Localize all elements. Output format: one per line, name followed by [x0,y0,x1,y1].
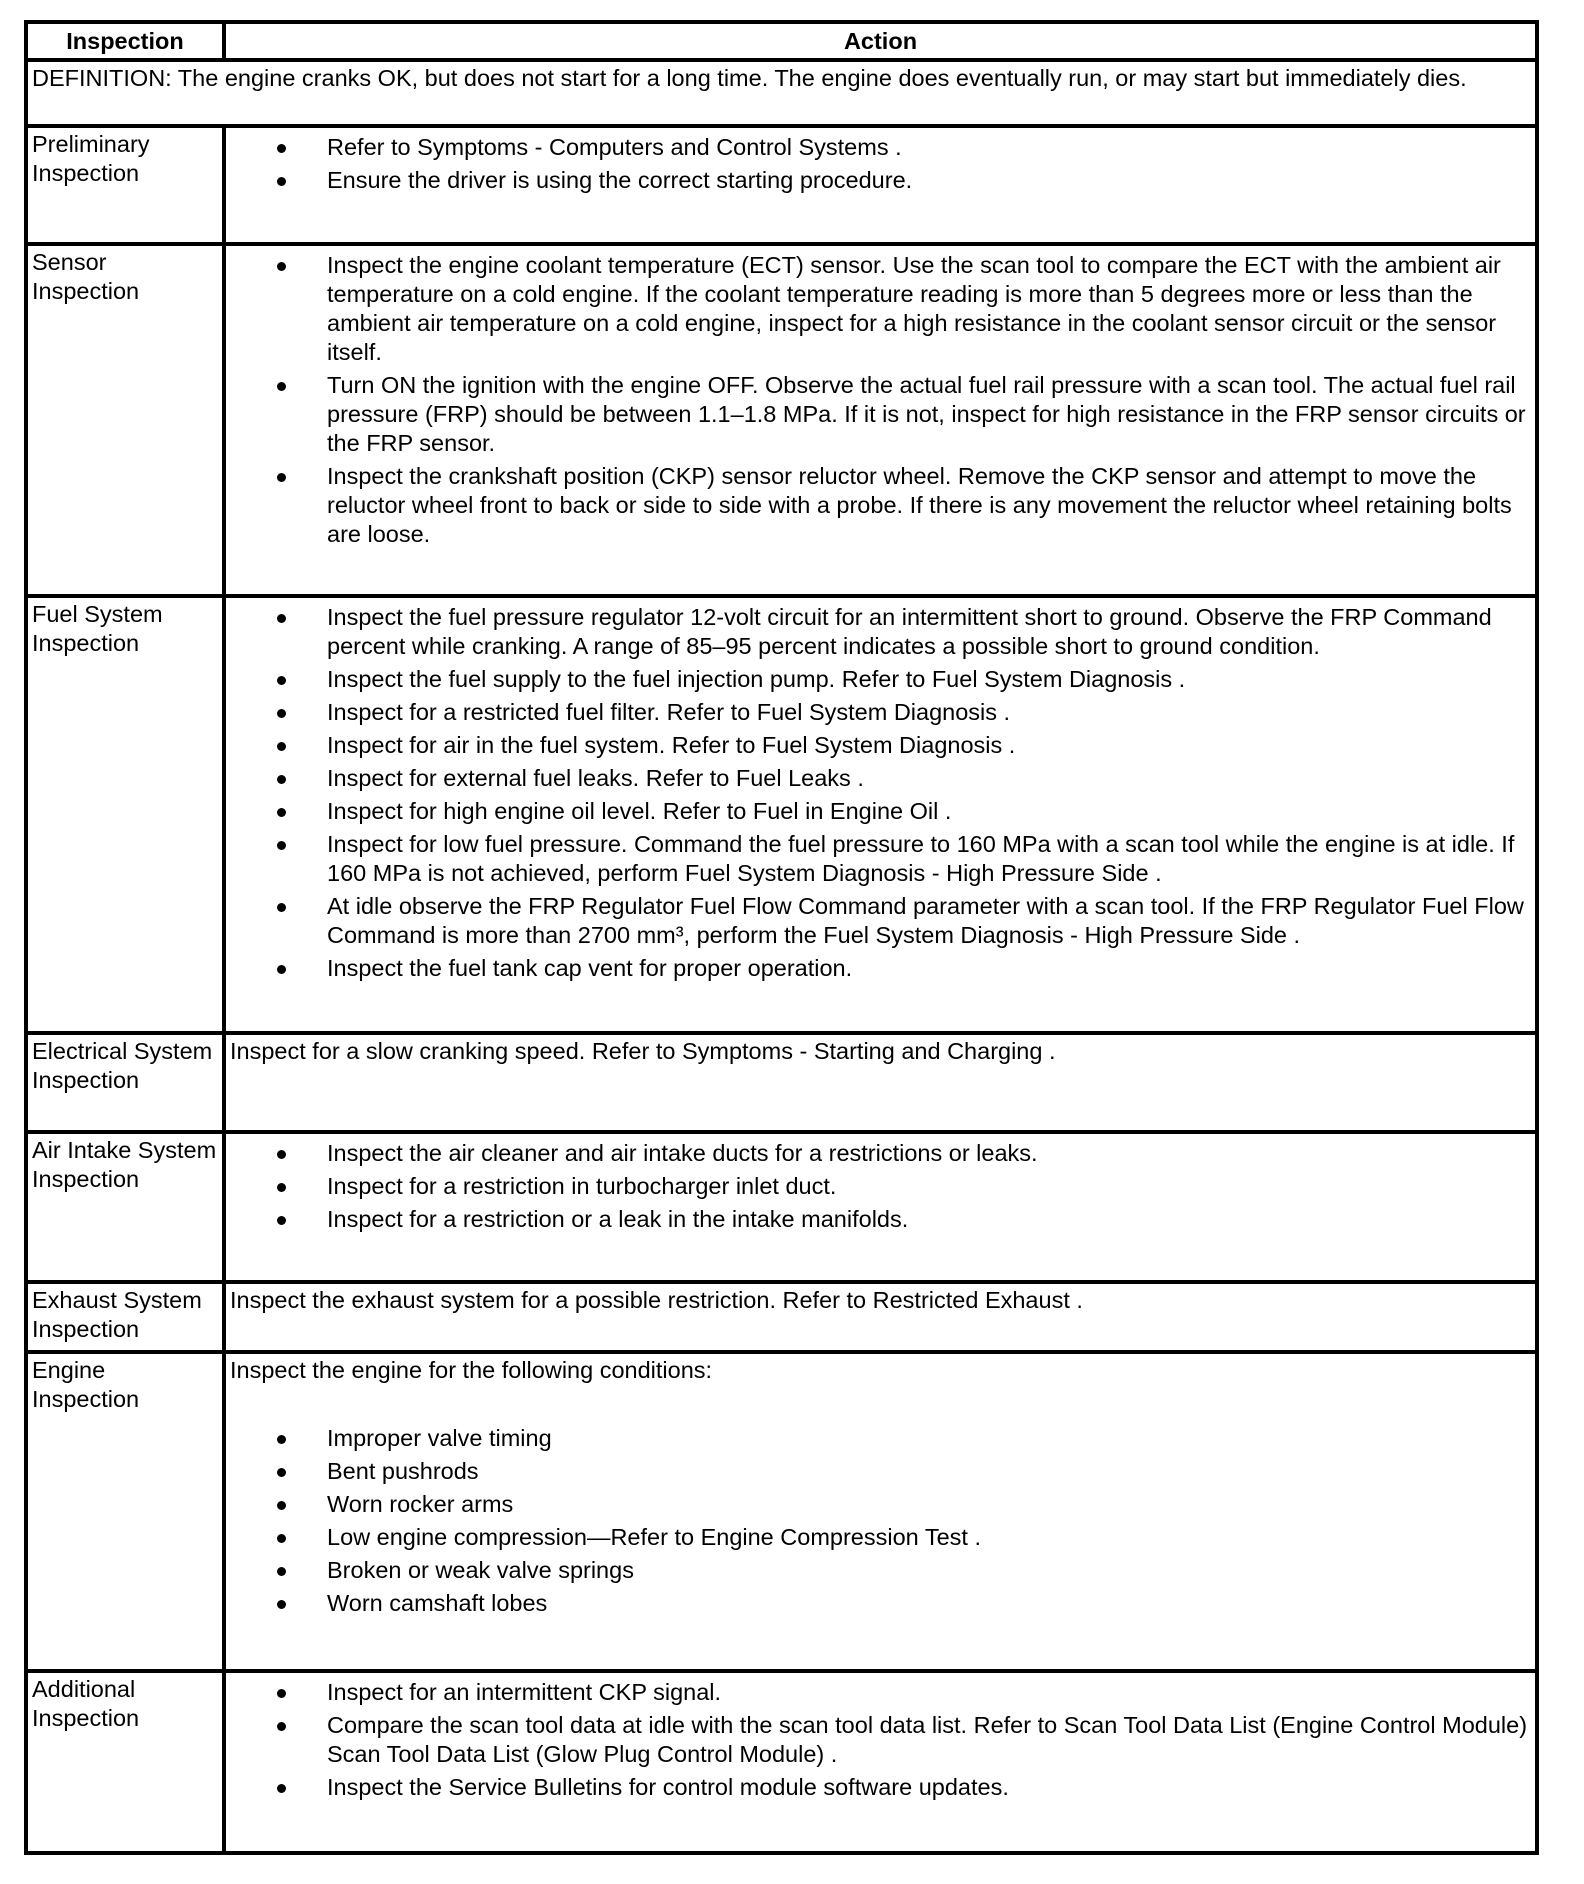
engine-intro: Inspect the engine for the following conditions: [230,1357,713,1383]
bullet-item: Refer to Symptoms - Computers and Control Systems . [327,133,1531,162]
bullet-item: Inspect for high engine oil level. Refer to Fuel in Engine Oil . [327,797,1531,826]
action-air-intake [224,1132,1537,1282]
label-fuel-system: Fuel System Inspection [26,596,224,1033]
bullet-item: Inspect for a restricted fuel filter. Refer to Fuel System Diagnosis . [327,698,1531,727]
action-sensor [224,244,1537,596]
action-exhaust: Inspect the exhaust system for a possible restriction. Refer to Restricted Exhaust . [224,1282,1537,1352]
label-air-intake: Air Intake System Inspection [26,1132,224,1282]
bullet-item: Broken or weak valve springs [327,1556,1531,1585]
bullet-item: Inspect for low fuel pressure. Command the fuel pressure to 160 MPa with a scan tool while the engine is at idle. If 160 MPa is not achieved, perform Fuel System Diagnosis - High Pressure Side . [327,830,1531,888]
header-inspection: Inspection [26,22,224,60]
label-sensor: Sensor Inspection [26,244,224,596]
bullet-item: Turn ON the ignition with the engine OFF. Observe the actual fuel rail pressure with a scan tool. The actual fuel rail pressure (FRP) should be between 1.1–1.8 MPa. If it is not, inspect for high resistance in the FRP sensor circuits or the FRP sensor. [327,371,1531,458]
bullet-item: Bent pushrods [327,1457,1531,1486]
bullet-item: Inspect for a restriction in turbocharger inlet duct. [327,1172,1531,1201]
row-fuel-system [26,596,1537,1033]
label-additional: Additional Inspection [26,1671,224,1853]
bullet-item: Inspect the fuel pressure regulator 12-volt circuit for an intermittent short to ground. Observe the FRP Command percent while cranking. A range of 85–95 percent indicates a possible short to ground condition. [327,603,1531,661]
definition-text: DEFINITION: The engine cranks OK, but does not start for a long time. The engine does eventually run, or may start but immediately dies. [26,60,1537,126]
label-exhaust: Exhaust System Inspection [26,1282,224,1352]
action-engine [224,1352,1537,1671]
action-additional [224,1671,1537,1853]
action-preliminary [224,126,1537,244]
row-engine [26,1352,1537,1671]
action-fuel-system [224,596,1537,1033]
bullet-item: Inspect the Service Bulletins for control module software updates. [327,1773,1531,1802]
bullet-item: Low engine compression—Refer to Engine Compression Test . [327,1523,1531,1552]
bullet-item: Inspect the engine coolant temperature (ECT) sensor. Use the scan tool to compare the ECT with the ambient air temperature on a cold engine. If the coolant temperature reading is more than 5 degrees more or less than the ambient air temperature on a cold engine, inspect for a high resistance in the coolant sensor circuit or the sensor itself. [327,251,1531,367]
bullet-item: Ensure the driver is using the correct starting procedure. [327,166,1531,195]
label-engine: Engine Inspection [26,1352,224,1671]
bullet-item: Inspect for air in the fuel system. Refer to Fuel System Diagnosis . [327,731,1531,760]
bullet-item: Inspect for external fuel leaks. Refer to Fuel Leaks . [327,764,1531,793]
action-electrical: Inspect for a slow cranking speed. Refer to Symptoms - Starting and Charging . [224,1033,1537,1132]
bullet-item: Compare the scan tool data at idle with the scan tool data list. Refer to Scan Tool Data List (Engine Control Module) Scan Tool Data List (Glow Plug Control Module) . [327,1711,1531,1769]
row-additional [26,1671,1537,1853]
bullet-item: Inspect the fuel tank cap vent for proper operation. [327,954,1531,983]
header-row [26,22,1537,60]
row-electrical [26,1033,1537,1132]
bullet-item: Worn camshaft lobes [327,1589,1531,1618]
bullet-item: Improper valve timing [327,1424,1531,1453]
header-action: Action [224,22,1537,60]
label-electrical: Electrical System Inspection [26,1033,224,1132]
row-air-intake [26,1132,1537,1282]
bullet-item: Inspect the air cleaner and air intake ducts for a restrictions or leaks. [327,1139,1531,1168]
bullet-item: Inspect the crankshaft position (CKP) sensor reluctor wheel. Remove the CKP sensor and attempt to move the reluctor wheel front to back or side to side with a probe. If there is any movement the reluctor wheel retaining bolts are loose. [327,462,1531,549]
diagnostic-table [24,20,1539,1855]
bullet-item: Inspect for a restriction or a leak in the intake manifolds. [327,1205,1531,1234]
bullet-item: Inspect the fuel supply to the fuel injection pump. Refer to Fuel System Diagnosis . [327,665,1531,694]
row-exhaust [26,1282,1537,1352]
bullet-item: Worn rocker arms [327,1490,1531,1519]
row-sensor [26,244,1537,596]
row-preliminary [26,126,1537,244]
bullet-item: At idle observe the FRP Regulator Fuel Flow Command parameter with a scan tool. If the FRP Regulator Fuel Flow Command is more than 2700 mm³, perform the Fuel System Diagnosis - High Pressure Side . [327,892,1531,950]
definition-row [26,60,1537,126]
bullet-item: Inspect for an intermittent CKP signal. [327,1678,1531,1707]
label-preliminary: Preliminary Inspection [26,126,224,244]
